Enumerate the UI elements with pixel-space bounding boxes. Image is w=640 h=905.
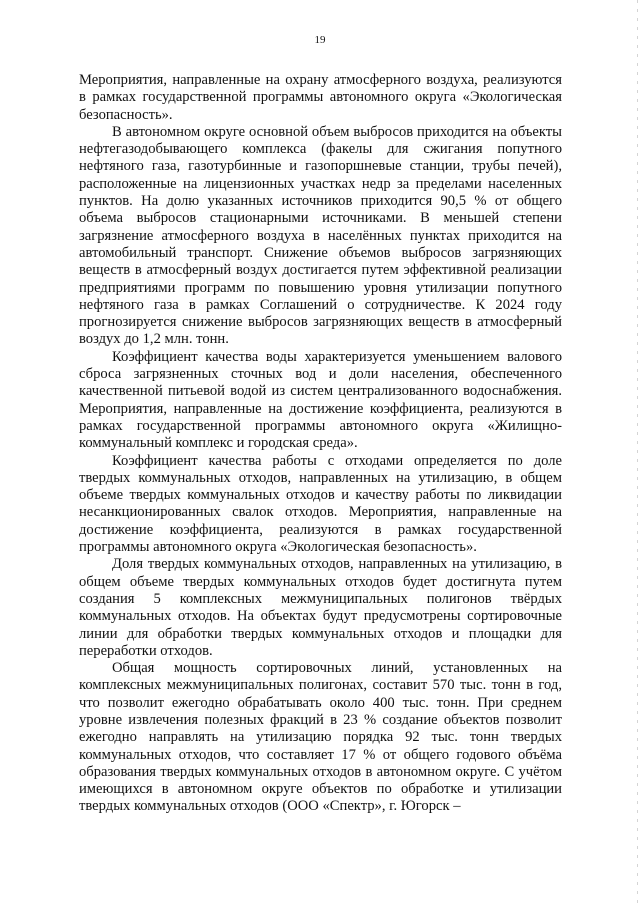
paragraph-waste-share: Доля твердых коммунальных отходов, направленных на утилизацию, в общем объеме твердых коммунальных отходов будет достигнута путем создания 5 комплексных межмуниципальных полигонов твёрдых коммунальных отходов. На объектах будут предусмотрены сортировочные линии для обработки твердых коммунальных отходов и площадки для переработки отходов. xyxy=(79,556,562,659)
paragraph-atmosphere-measures: Мероприятия, направленные на охрану атмосферного воздуха, реализуются в рамках государственной программы автономного округа «Экологическая безопасность». xyxy=(79,72,562,123)
document-body xyxy=(79,72,562,816)
paragraph-waste-quality: Коэффициент качества работы с отходами определяется по доле твердых коммунальных отходов, направленных на утилизацию, в общем объеме твердых коммунальных отходов и качеству работы по ликвидации несанкционированных свалок отходов. Мероприятия, направленные на достижение коэффициента, реализуются в рамках государственной программы автономного округа «Экологическая безопасность». xyxy=(79,452,562,556)
scan-edge-line xyxy=(637,0,638,905)
paragraph-sorting-capacity: Общая мощность сортировочных линий, установленных на комплексных межмуниципальных полигонах, составит 570 тыс. тонн в год, что позволит ежегодно обрабатывать около 400 тыс. тонн. При среднем уровне извлечения полезных фракций в 23 % создание объектов позволит ежегодно направлять на утилизацию порядка 92 тыс. тонн твердых коммунальных отходов, что составляет 17 % от общего годового объёма образования твердых коммунальных отходов в автономном округе. С учётом имеющихся в автономном округе объектов по обработке и утилизации твердых коммунальных отходов (ООО «Спектр», г. Югорск – xyxy=(79,660,562,815)
paragraph-water-quality: Коэффициент качества воды характеризуется уменьшением валового сброса загрязненных сточных вод и доли населения, обеспеченного качественной питьевой водой из систем централизованного водоснабжения. Мероприятия, направленные на достижение коэффициента, реализуются в рамках государственной программы автономного округа «Жилищно-коммунальный комплекс и городская среда». xyxy=(79,348,562,452)
paragraph-emissions-sources: В автономном округе основной объем выбросов приходится на объекты нефтегазодобывающего комплекса (факелы для сжигания попутного нефтяного газа, газотурбинные и газопоршневые станции, трубы печей), расположенные на лицензионных участках недр за пределами населенных пунктов. На долю указанных источников приходится 90,5 % от общего объема выбросов стационарными источниками. В меньшей степени загрязнение атмосферного воздуха в населённых пунктах приходится на автомобильный транспорт. Снижение объемов выбросов загрязняющих веществ в атмосферный воздух достигается путем эффективной реализации предприятиями программ по повышению уровня утилизации попутного нефтяного газа в рамках Соглашений о сотрудничестве. К 2024 году прогнозируется снижение выбросов загрязняющих веществ в атмосферный воздух до 1,2 млн. тонн. xyxy=(79,123,562,348)
page-number: 19 xyxy=(314,34,326,46)
